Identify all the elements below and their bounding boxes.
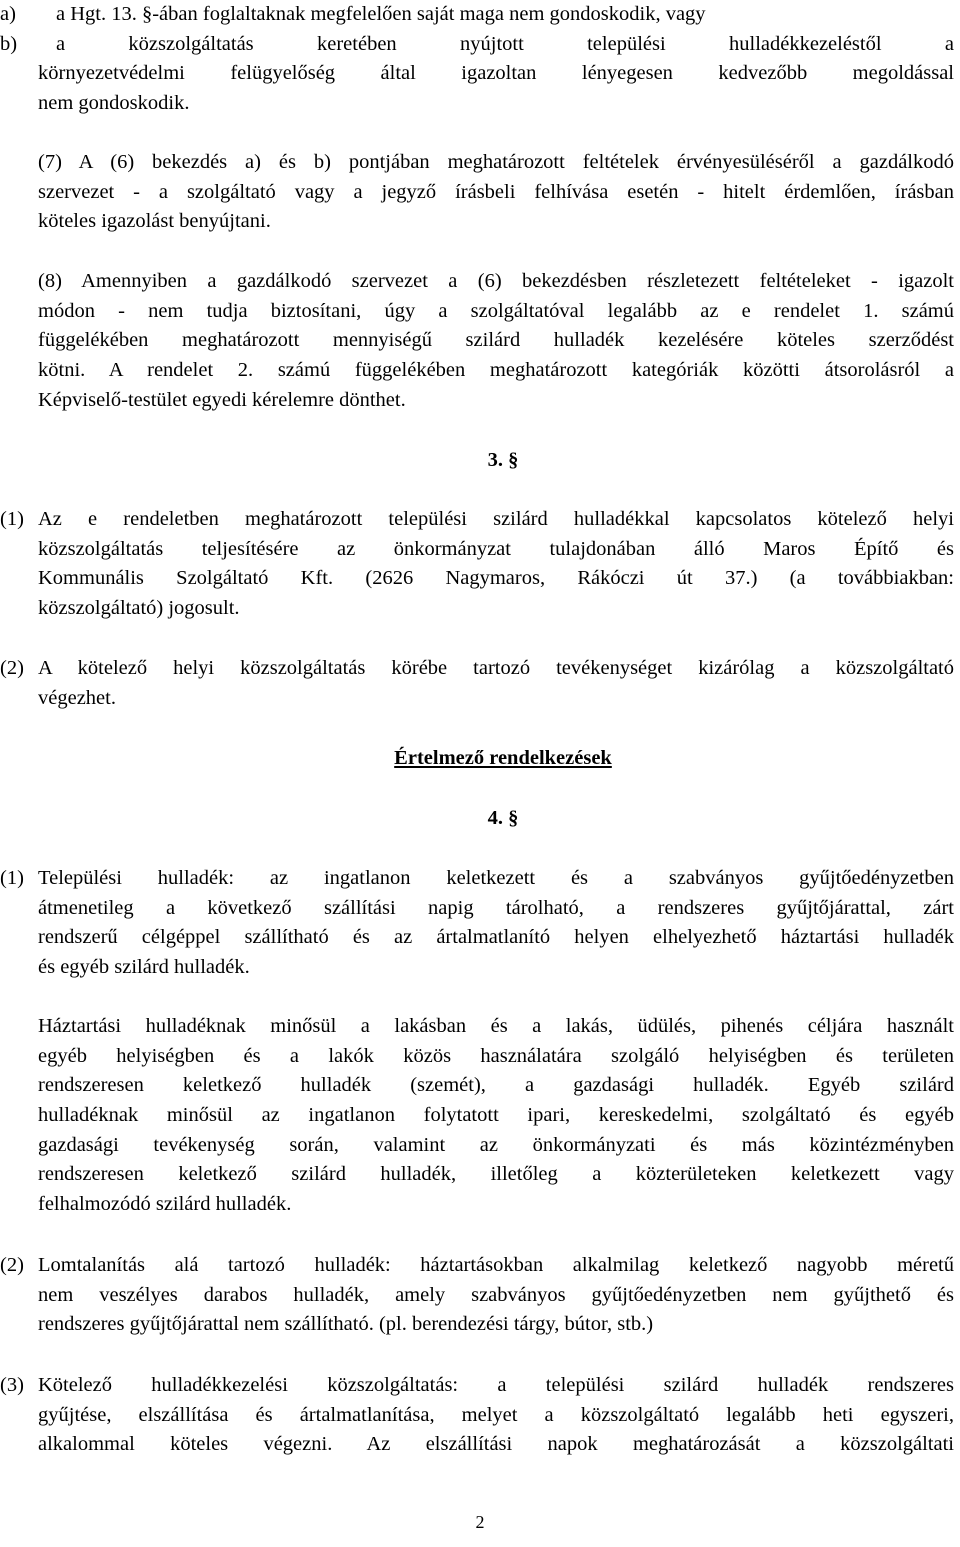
section-4-paragraph-1: [0, 864, 954, 983]
text-line: hulladéknak minősül az ingatlanon folytatott ipari, kereskedelmi, szolgáltató és egyéb: [38, 1104, 954, 1127]
text-line: Az e rendeletben meghatározott települési szilárd hulladékkal kapcsolatos kötelező helyi: [38, 508, 954, 530]
section-4-paragraph-1-continuation: [38, 1012, 954, 1220]
text-line: szervezet - a szolgáltató vagy a jegyző írásbeli felhívása esetén - hitelt érdemlően, írásban: [38, 180, 954, 203]
list-marker: a): [0, 3, 16, 25]
section-title-4: 4. §: [487, 807, 519, 829]
text-line: nem veszélyes darabos hulladék, amely szabványos gyűjtőedényzetben nem gyűjthető és: [38, 1283, 954, 1306]
text-line: Kommunális Szolgáltató Kft. (2626 Nagymaros, Rákóczi út 37.) (a továbbiakban:: [38, 567, 954, 590]
section-4-paragraph-2: [0, 1251, 954, 1340]
text-line: közszolgáltatás teljesítésére az önkormányzat tulajdonában álló Maros Építő és: [38, 537, 954, 560]
text-line: és egyéb szilárd hulladék.: [38, 956, 250, 979]
text-line: függelékében meghatározott mennyiségű szilárd hulladék kezelésére köteles szerződést: [38, 329, 954, 352]
paragraph-marker: (2): [0, 657, 24, 679]
text-line: A kötelező helyi közszolgáltatás körébe tartozó tevékenységet kizárólag a közszolgáltató: [38, 657, 954, 679]
text-line: rendszerű célgéppel szállítható és az ártalmatlanító helyen elhelyezhető háztartási hulladék: [38, 926, 954, 949]
text-line: felhalmozódó szilárd hulladék.: [38, 1193, 292, 1216]
text-line: egyéb helyiségben és a lakók közös használatára szolgáló helyiségben és területen: [38, 1044, 954, 1067]
paragraph-7: [38, 148, 954, 237]
text-line: közszolgáltató) jogosult.: [38, 597, 240, 620]
text-line: alkalommal köteles végezni. Az elszállítási napok meghatározását a közszolgáltati: [38, 1433, 954, 1456]
list-marker: b): [0, 32, 18, 55]
text-line: rendszeres gyűjtőjárattal nem szállítható. (pl. berendezési tárgy, bútor, stb.): [38, 1313, 654, 1336]
text-line: kötni. A rendelet 2. számú függelékében meghatározott kategóriák közötti átsorolásról a: [38, 359, 954, 382]
text-line: gyűjtése, elszállítása és ártalmatlanítása, melyet a közszolgáltató legalább heti egyszeri,: [38, 1403, 954, 1426]
list-item-a: [0, 0, 960, 30]
paragraph-marker: (3): [0, 1374, 24, 1396]
text-line: átmenetileg a következő szállítási napig tárolható, a rendszeres gyűjtőjárattal, zárt: [38, 896, 954, 919]
text-line: módon - nem tudja biztosítani, úgy a szolgáltatóval legalább az e rendelet 1. számú: [38, 299, 954, 322]
section-heading: [38, 744, 960, 774]
text-line: rendszeresen keletkező szilárd hulladék, illetőleg a közterületeken keletkezett vagy: [38, 1163, 954, 1186]
text-line: gazdasági tevékenység során, valamint az önkormányzati és más közintézményben: [38, 1133, 954, 1156]
paragraph-marker: (2): [0, 1254, 24, 1276]
paragraph-marker: (1): [0, 508, 24, 530]
text-line: (8) Amennyiben a gazdálkodó szervezet a (6) bekezdésben részletezett feltételeket - igazolt: [38, 270, 954, 292]
text-line: Háztartási hulladéknak minősül a lakásban és a lakás, üdülés, pihenés céljára használt: [38, 1015, 954, 1037]
section-3-paragraph-2: [0, 654, 954, 713]
text-line: (7) A (6) bekezdés a) és b) pontjában meghatározott feltételek érvényesüléséről a gazdálkodó: [38, 151, 954, 173]
text-line: Képviselő-testület egyedi kérelemre dönthet.: [38, 388, 406, 411]
heading-text: Értelmező rendelkezések: [394, 747, 612, 769]
text-line: rendszeresen keletkező hulladék (szemét), a gazdasági hulladék. Egyéb szilárd: [38, 1074, 954, 1097]
section-3-paragraph-1: [0, 505, 954, 624]
page-number: 2: [475, 1512, 485, 1532]
text-line: a közszolgáltatás keretében nyújtott települési hulladékkezeléstől a: [56, 32, 954, 55]
list-item-b: [0, 30, 954, 119]
text-line: Kötelező hulladékkezelési közszolgáltatás: a települési szilárd hulladék rendszeres: [38, 1374, 954, 1396]
text-line: köteles igazolást benyújtani.: [38, 210, 271, 233]
text-line: környezetvédelmi felügyelőség által igazoltan lényegesen kedvezőbb megoldással: [38, 62, 954, 85]
paragraph-8: [38, 267, 954, 415]
section-4-paragraph-3: [0, 1371, 954, 1460]
paragraph-marker: (1): [0, 867, 24, 889]
list-item-text: a Hgt. 13. §-ában foglaltaknak megfelelően saját maga nem gondoskodik, vagy: [56, 3, 706, 25]
text-line: Lomtalanítás alá tartozó hulladék: háztartásokban alkalmilag keletkező nagyobb méretű: [38, 1254, 954, 1276]
text-line: végezhet.: [38, 686, 116, 709]
text-line: nem gondoskodik.: [38, 92, 190, 115]
text-line: Települési hulladék: az ingatlanon keletkezett és a szabványos gyűjtőedényzetben: [38, 867, 954, 889]
section-title-3: 3. §: [487, 449, 519, 471]
